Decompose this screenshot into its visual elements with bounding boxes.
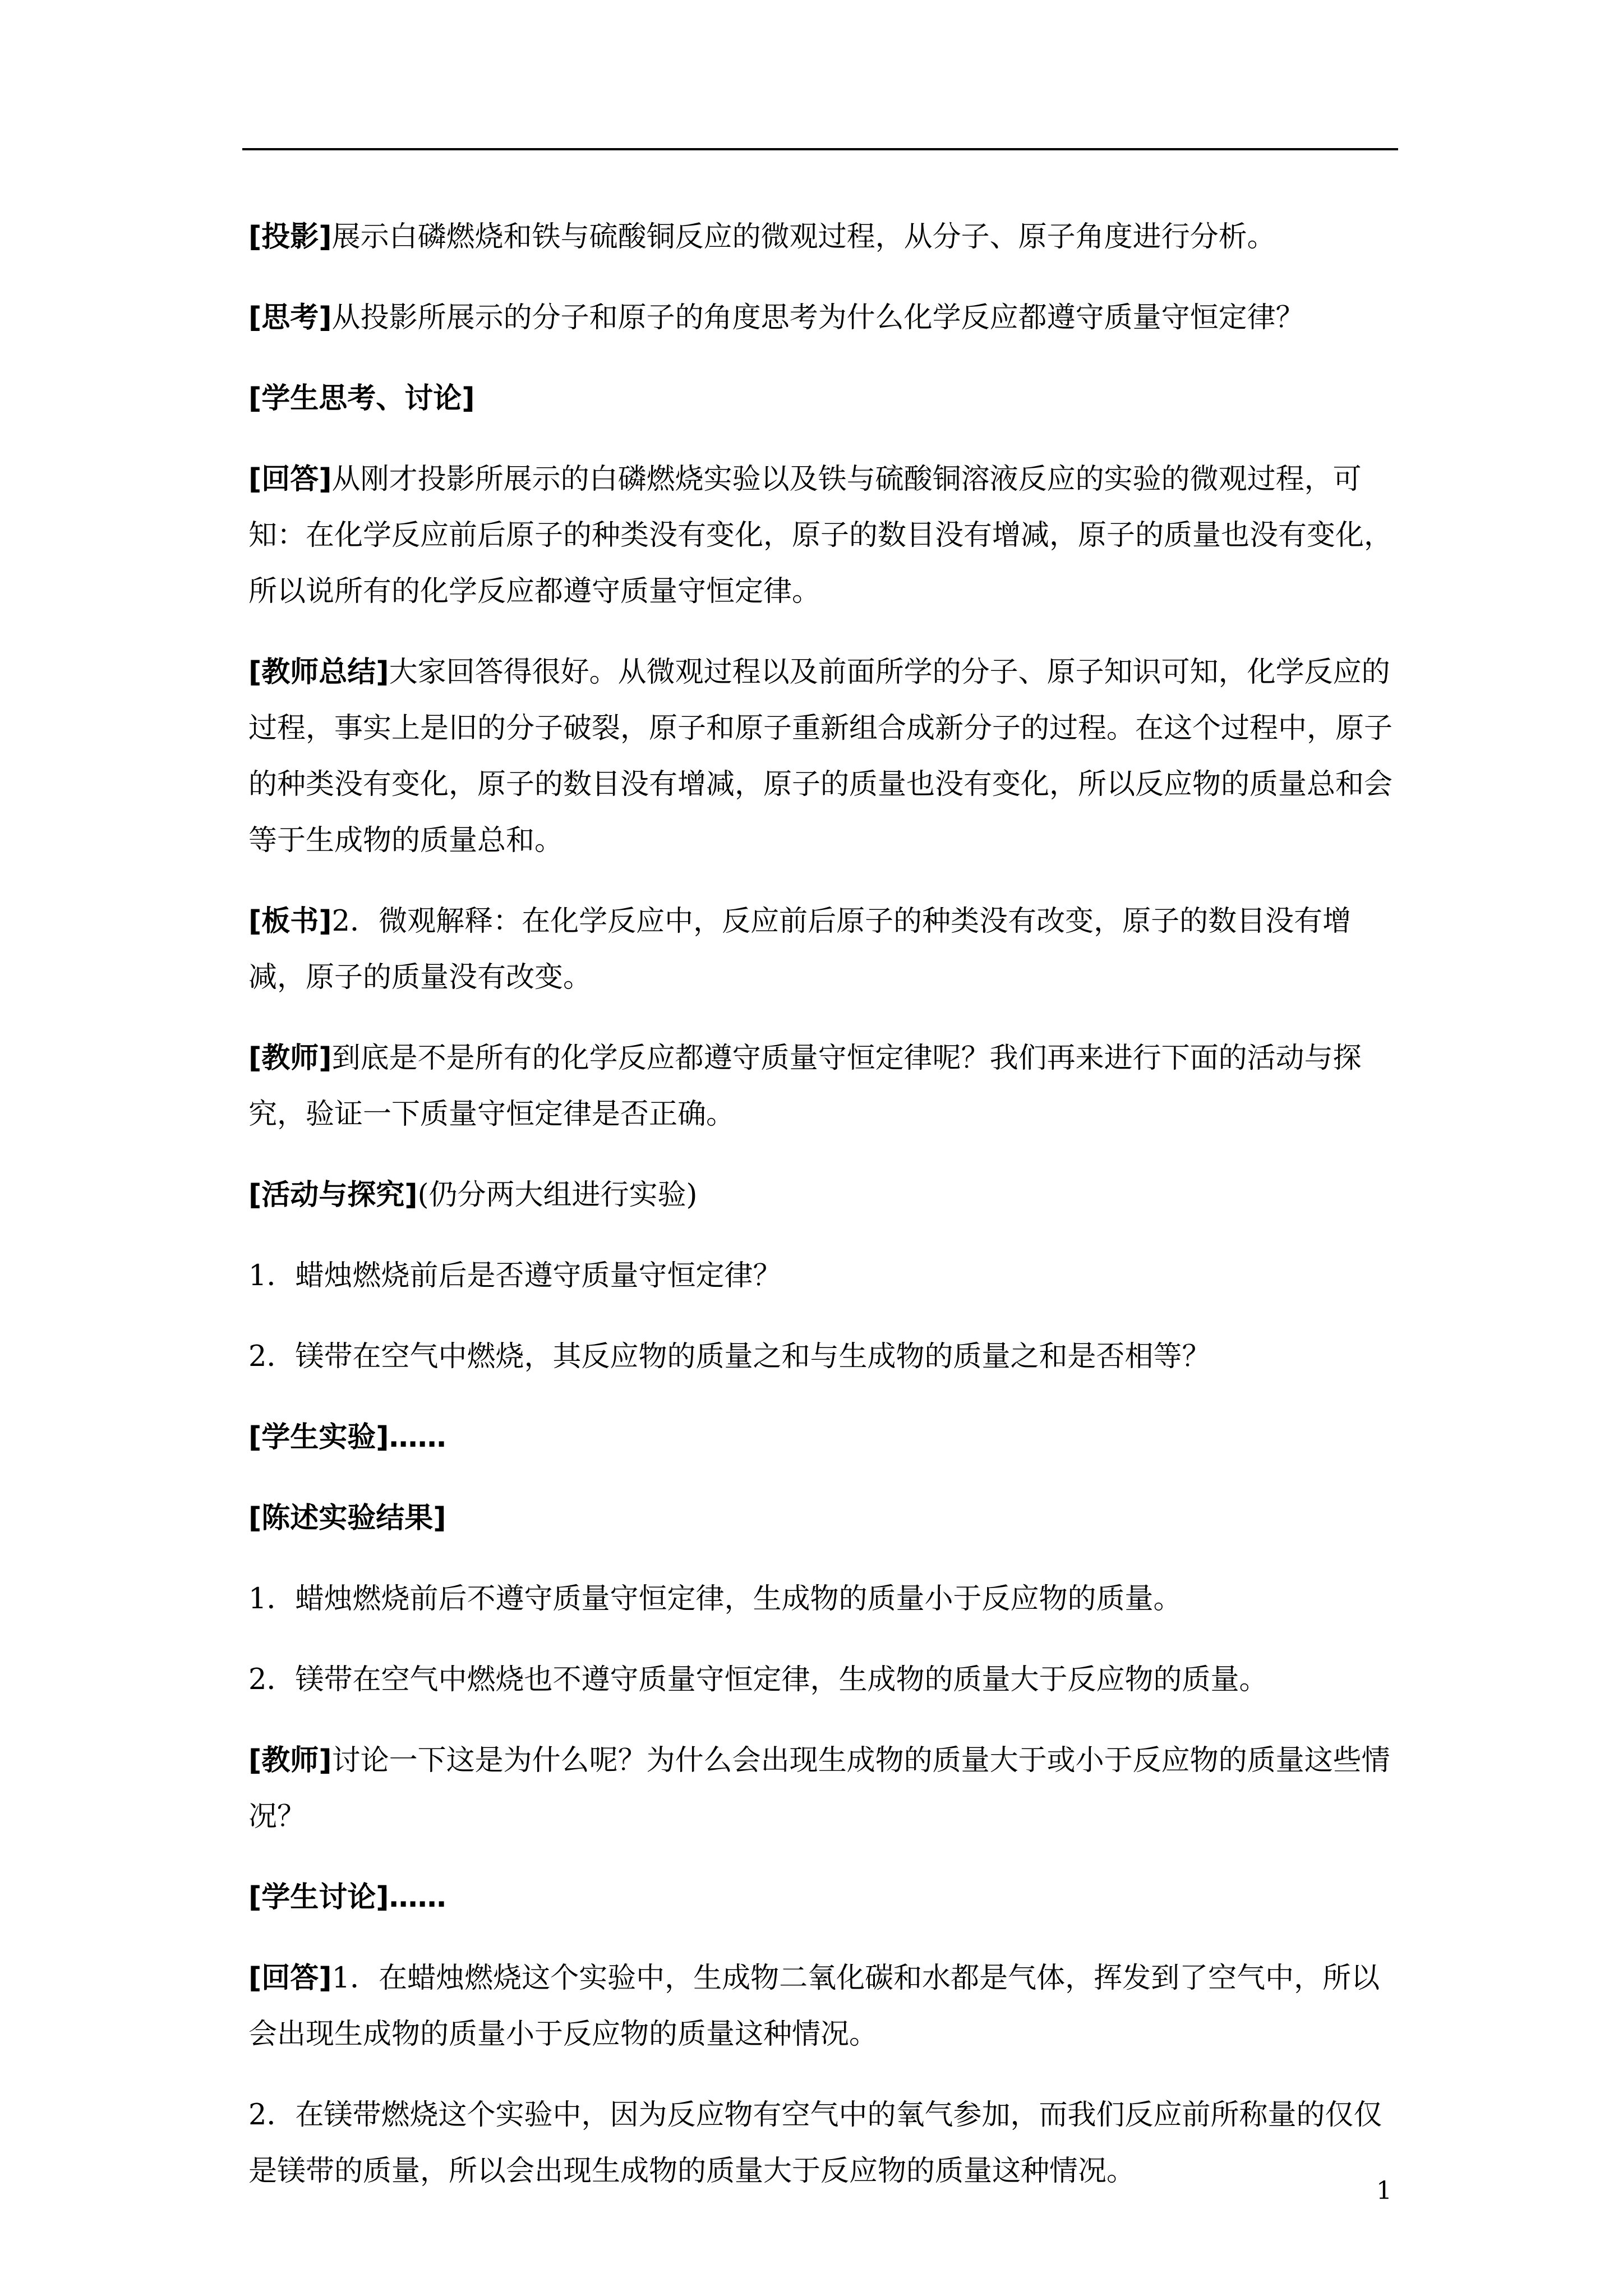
paragraph-tag: [思考] xyxy=(248,301,332,334)
paragraph-tag: [教师] xyxy=(248,1042,332,1075)
paragraph-text: 2．镁带在空气中燃烧也不遵守质量守恒定律，生成物的质量大于反应物的质量。 xyxy=(248,1663,1268,1696)
paragraph-activity-item-2 xyxy=(248,1329,1398,1385)
paragraph-text: 2．在镁带燃烧这个实验中，因为反应物有空气中的氧气参加，而我们反应前所称量的仅仅是镁带的质量，所以会出现生成物的质量大于反应物的质量这种情况。 xyxy=(248,2099,1382,2188)
paragraph-blackboard xyxy=(248,894,1398,1006)
paragraph-activity-inquiry xyxy=(248,1167,1398,1223)
paragraph-tag: [回答] xyxy=(248,1962,332,1995)
paragraph-tag: [教师] xyxy=(248,1744,332,1777)
paragraph-result-2 xyxy=(248,1652,1398,1708)
paragraph-text: 展示白磷燃烧和铁与硫酸铜反应的微观过程，从分子、原子角度进行分析。 xyxy=(331,220,1276,254)
paragraph-student-discussion-heading xyxy=(248,371,1398,427)
paragraph-text: 1．蜡烛燃烧前后是否遵守质量守恒定律？ xyxy=(248,1259,782,1292)
paragraph-tag: [板书] xyxy=(248,905,332,938)
paragraph-tag: [陈述实验结果] xyxy=(248,1502,446,1535)
paragraph-thinking xyxy=(248,290,1398,346)
paragraph-text: (仍分两大组进行实验) xyxy=(417,1179,698,1212)
paragraph-student-discussion xyxy=(248,1870,1398,1926)
paragraph-projection xyxy=(248,209,1398,265)
document-body xyxy=(248,209,1398,2224)
paragraph-text: 从投影所展示的分子和原子的角度思考为什么化学反应都遵守质量守恒定律？ xyxy=(331,301,1304,334)
paragraph-answer-microscopic xyxy=(248,452,1398,620)
paragraph-tag: [回答] xyxy=(248,463,332,496)
paragraph-tag: [教师总结] xyxy=(248,656,389,689)
paragraph-tag: [学生讨论]…… xyxy=(248,1881,446,1914)
paragraph-state-results xyxy=(248,1490,1398,1547)
paragraph-tag: [学生实验]…… xyxy=(248,1421,446,1454)
paragraph-answer-candle xyxy=(248,1950,1398,2063)
page-number: 1 xyxy=(1376,2177,1392,2205)
paragraph-teacher-discussion xyxy=(248,1733,1398,1845)
paragraph-teacher-question xyxy=(248,1030,1398,1143)
paragraph-activity-item-1 xyxy=(248,1248,1398,1304)
paragraph-text: 1．在蜡烛燃烧这个实验中，生成物二氧化碳和水都是气体，挥发到了空气中，所以会出现生成物的质量小于反应物的质量这种情况。 xyxy=(248,1962,1380,2051)
paragraph-text: 2．微观解释：在化学反应中，反应前后原子的种类没有改变，原子的数目没有增减，原子的质量没有改变。 xyxy=(248,905,1352,994)
paragraph-result-1 xyxy=(248,1571,1398,1627)
header-rule xyxy=(242,148,1398,150)
paragraph-student-experiment xyxy=(248,1410,1398,1466)
paragraph-text: 到底是不是所有的化学反应都遵守质量守恒定律呢？我们再来进行下面的活动与探究，验证一下质量守恒定律是否正确。 xyxy=(248,1042,1362,1131)
paragraph-tag: [学生思考、讨论] xyxy=(248,382,475,415)
paragraph-text: 大家回答得很好。从微观过程以及前面所学的分子、原子知识可知，化学反应的过程，事实上是旧的分子破裂，原子和原子重新组合成新分子的过程。在这个过程中，原子的种类没有变化，原子的数目没有增减，原子的质量也没有变化，所以反应物的质量总和会等于生成物的质量总和。 xyxy=(248,656,1393,857)
paragraph-text: 从刚才投影所展示的白磷燃烧实验以及铁与硫酸铜溶液反应的实验的微观过程，可知：在化学反应前后原子的种类没有变化，原子的数目没有增减，原子的质量也没有变化，所以说所有的化学反应都遵守质量守恒定律。 xyxy=(248,463,1393,608)
paragraph-teacher-summary xyxy=(248,645,1398,869)
paragraph-answer-magnesium xyxy=(248,2087,1398,2200)
paragraph-tag: [投影] xyxy=(248,220,332,254)
paragraph-tag: [活动与探究] xyxy=(248,1179,418,1212)
paragraph-text: 1．蜡烛燃烧前后不遵守质量守恒定律，生成物的质量小于反应物的质量。 xyxy=(248,1582,1182,1616)
paragraph-text: 2．镁带在空气中燃烧，其反应物的质量之和与生成物的质量之和是否相等？ xyxy=(248,1340,1211,1373)
paragraph-text: 讨论一下这是为什么呢？为什么会出现生成物的质量大于或小于反应物的质量这些情况？ xyxy=(248,1744,1390,1833)
